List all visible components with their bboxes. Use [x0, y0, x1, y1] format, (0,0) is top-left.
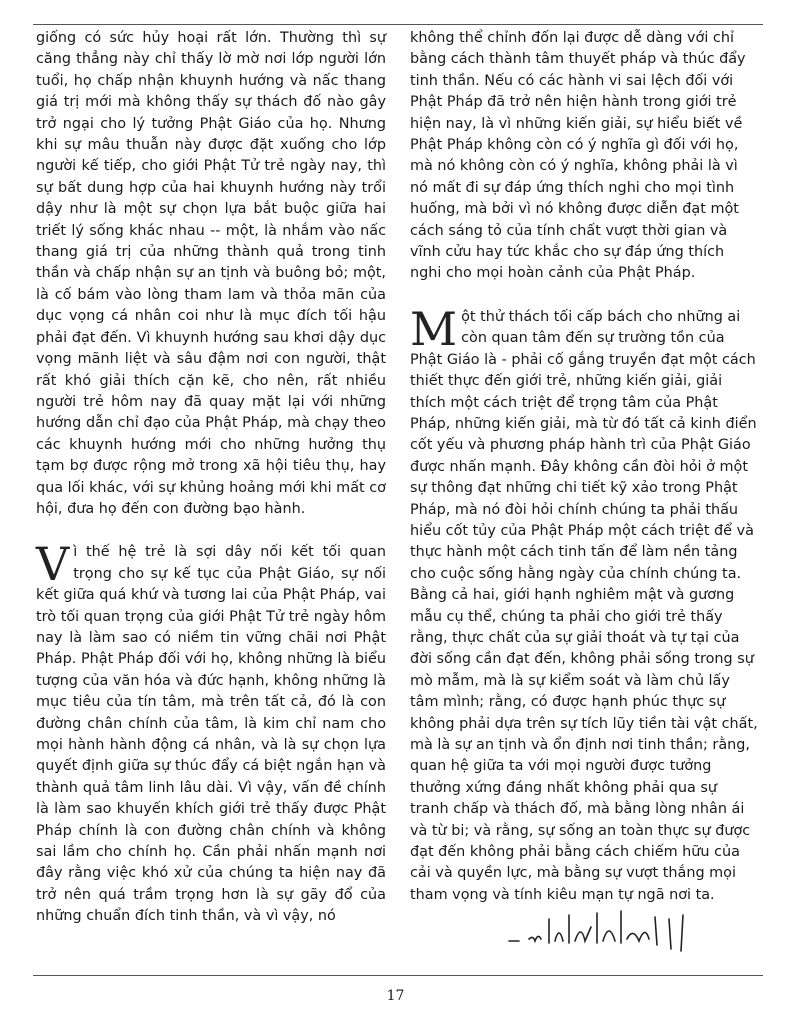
right-paragraph-2 — [410, 301, 760, 906]
calligraphy-signature — [505, 905, 705, 955]
right-paragraph-1: không thể chỉnh đốn lại được dễ dàng với chỉ bằng cách thành tâm thuyết pháp và thúc đẩy tinh thần. Nếu có các hành vi sai lệch đối với Phật Pháp đã trở nên hiện hành trong giới trẻ hiện nay, là vì những kiến giải, sự hiểu biết về Phật Pháp không còn có ý nghĩa gì đối với họ, mà nó không còn có ý nghĩa, không phải là vì nó mất đi sự đáp ứng thích nghi cho mọi tình huống, mà bởi vì nó không được diễn đạt một cách sáng tỏ của tính chất vượt thời gian và vĩnh cửu hay tức khắc cho sự đáp ứng thích nghi cho mọi hoàn cảnh của Phật Pháp. — [410, 30, 746, 282]
left-column — [36, 28, 386, 928]
bottom-rule — [33, 975, 763, 976]
left-paragraph-2-text: ì thế hệ trẻ là sợi dây nối kết tối quan trọng cho sự kế tục của Phật Giáo, sự nối kết giữa quá khứ và tương lai của Phật Pháp, vai trò tối quan trọng của giới Phật Tử trẻ ngày hôm nay là làm sao có niềm tin vững chãi nơi Phật Pháp. Phật Pháp đối với họ, không những là biểu tượng của văn hóa và đức hạnh, không những là mục tiêu của tín tâm, mà trên tất cả, đó là con đường chân chính của tâm, là kim chỉ nam cho mọi hành hành động cá nhân, và là sự chọn lựa quyết định giữa sự thúc đẩy cá biệt ngắn hạn và thành quả tâm linh lâu dài. Vì vậy, vấn đề chính là làm sao khuyến khích giới trẻ thấy được Phật Pháp chính là con đường chân chính và không sai lầm cho chính họ. Cần phải nhấn mạnh nơi đây rằng việc khó xử của chúng ta hiện nay đã trở nên quá trầm trọng hơn là sự gãy đổ của những chuẩn đích tinh thần, và vì vậy, nó — [36, 544, 386, 925]
right-paragraph-2-text: ột thử thách tối cấp bách cho những ai còn quan tâm đến sự trường tồn của Phật Giáo là - phải cố gắng truyền đạt một cách thiết thực đến giới trẻ, những kiến giải, giải thích một cách triệt để trọng tâm của Phật Pháp, những kiến giải, mà từ đó tất cả kinh điển cốt yếu và phương pháp hành trì của Phật Giáo được nhấn mạnh. Đây không cần đòi hỏi ở một sự thông đạt những chi tiết kỹ xảo trong Phật Pháp, mà nó đòi hỏi chính chúng ta phải thấu hiểu cốt tủy của Phật Pháp một cách triệt để và thực hành một cách tinh tấn để làm nền tảng cho cuộc sống hằng ngày của chính chúng ta. Bằng cả hai, giới hạnh nghiêm mật và gương mẫu cụ thể, chúng ta phải cho giới trẻ thấy rằng, thực chất của sự giải thoát và tự tại của đời sống cần đạt đến, không phải sống trong sự mò mẫm, mà là sự kiểm soát và làm chủ lấy tâm mình; rằng, có được hạnh phúc thực sự không phải dựa trên sự tích lũy tiền tài vật chất, mà là sự an tịnh và ổn định nơi tinh thần; rằng, quan hệ giữa ta với mọi người được tưởng thưởng xứng đáng nhất không phải qua sự tranh chấp và thách đố, mà bằng lòng nhân ái và từ bi; và rằng, sự sống an toàn thực sự được đạt đến không phải bằng cách chiếm hữu của cải và quyền lực, mà bằng sự vượt thắng mọi tham vọng và tính kiêu mạn tự ngã nơi ta. — [410, 308, 758, 903]
drop-cap-v: V — [36, 537, 70, 592]
right-column — [410, 28, 760, 906]
left-paragraph-2 — [36, 537, 386, 927]
drop-cap-m: M — [410, 301, 458, 356]
page-number: 17 — [386, 988, 405, 1004]
left-paragraph-1: giống có sức hủy hoại rất lớn. Thường thì sự căng thẳng này chỉ thấy lờ mờ nơi lớp người lớn tuổi, họ chấp nhận khuynh hướng và nấc thang giá trị mới mà không thấy sự thách đố nào gây trở ngại cho lý tưởng Phật Giáo của họ. Nhưng khi sự mâu thuẫn này được đặt xuống cho lớp người kế tiếp, cho giới Phật Tử trẻ ngày nay, thì sự bất dung hợp của hai khuynh hướng này trổi dậy như là một sự chọn lựa bắt buộc giữa hai triết lý sống khác nhau -- một, là nhắm vào nấc thang giá trị của những thành quả trong tinh thần và chấp nhận sự an tịnh và buông bỏ; một, là cố bám vào lòng tham lam và thỏa mãn của dục vọng cá nhân coi như là mục đích tối hậu phải đạt đến. Vì khuynh hướng sau khơi dậy dục vọng mãnh liệt và sâu đậm nơi con người, thật rất khó giải thích cặn kẽ, cho nên, rất nhiều người trẻ hôm nay đã quay mặt lại với những hướng dẫn chỉ đạo của Phật Pháp, mà chạy theo các khuynh hướng mới cho những hưởng thụ tạm bợ được rộng mở trong xã hội tiêu thụ, hay qua lối khác, với sự khủng hoảng mới khi mất cơ hội, đưa họ đến con đường bạo hành. — [36, 30, 386, 517]
top-rule — [33, 24, 763, 25]
